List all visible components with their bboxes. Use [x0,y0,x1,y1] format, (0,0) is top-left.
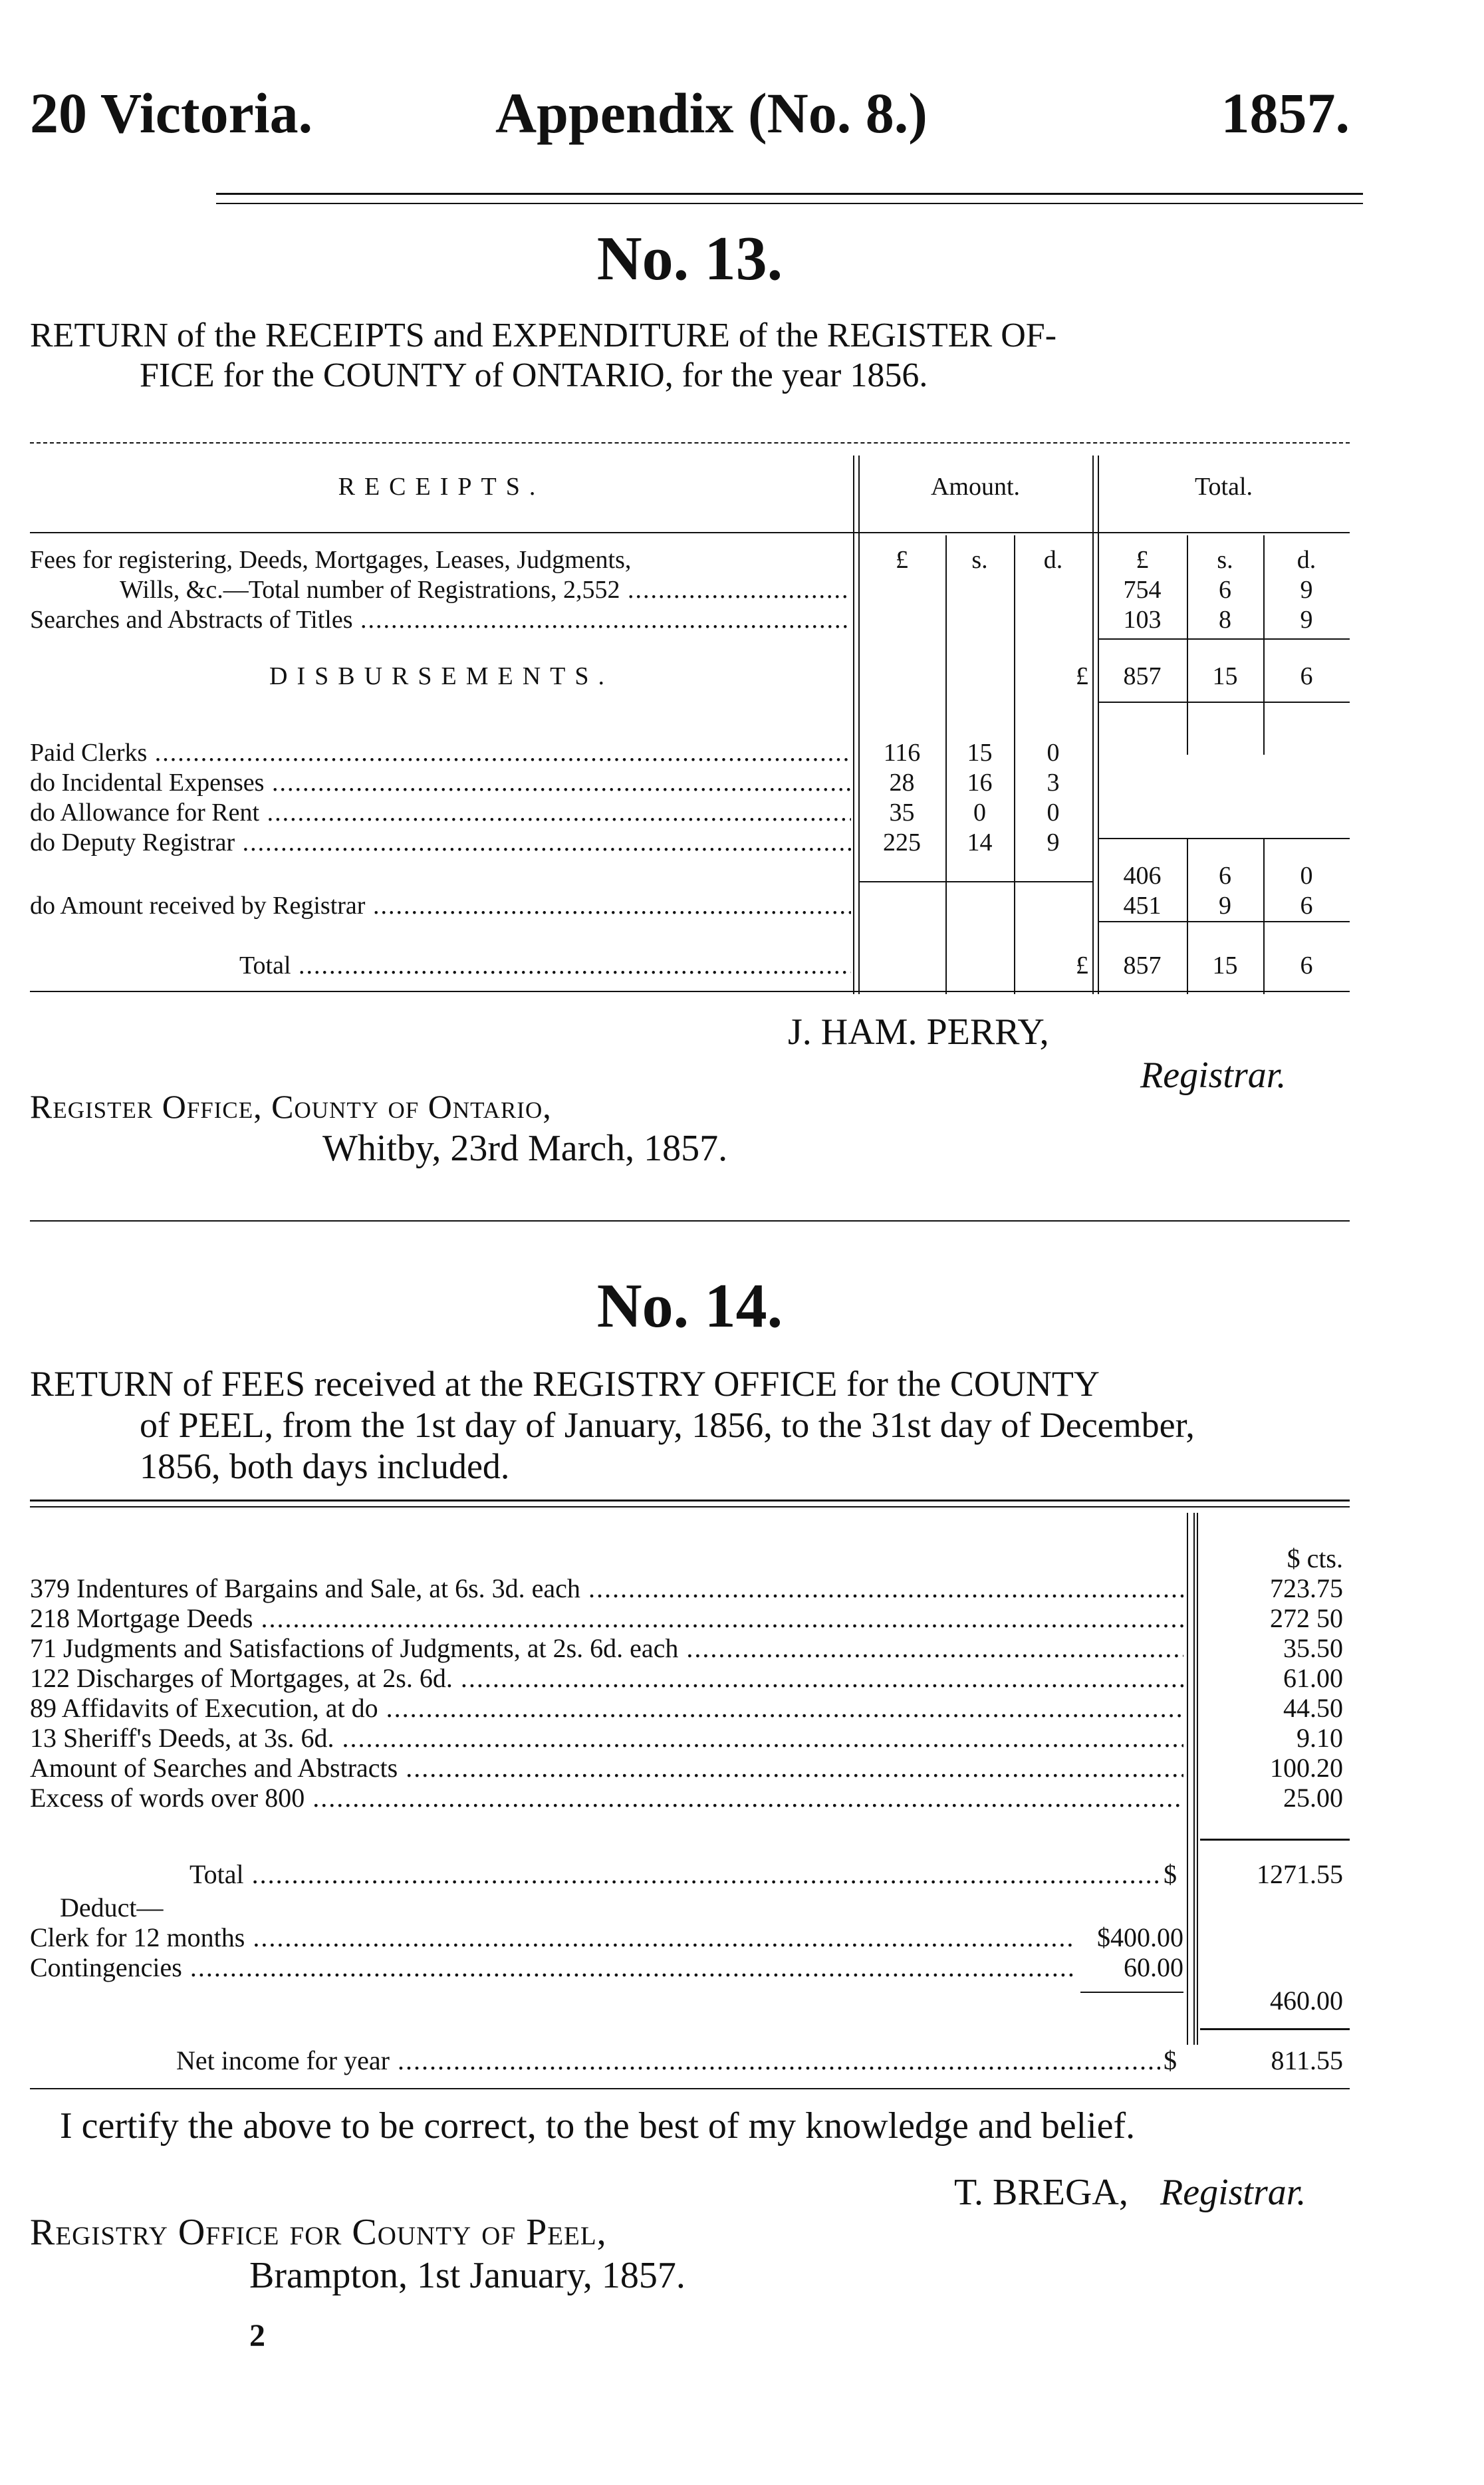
disb-amount-d: 3 [1047,769,1060,797]
fees-total-row: Total ..... [189,1859,1160,1890]
receipts-sum-pounds: 857 [1123,662,1162,690]
col-total-header: Total. [1194,473,1253,501]
fee-value: 44.50 [1283,1693,1343,1723]
receipts-sum-s: 15 [1212,662,1238,690]
receipt-fees-total-s: 6 [1219,576,1231,604]
amount-unit-d: d. [1043,546,1063,574]
header-rule [216,193,1363,195]
disbursements-header: DISBURSEMENTS. [269,662,614,690]
total-unit-d: d. [1297,546,1316,574]
registrar-total-pounds: 451 [1123,892,1162,920]
receipts-table [30,442,1350,994]
section14-description [30,1363,1350,1487]
disb-subtotal-s: 6 [1219,862,1231,890]
deduct-total-value: 460.00 [1270,1986,1343,2016]
receipt-searches: Searches and Abstracts of Titles ..... [30,605,851,634]
fee-row: 89 Affidavits of Execution, at do ..... [30,1692,1183,1724]
disb-subtotal-pounds: 406 [1123,862,1162,890]
grand-total-s: 15 [1212,952,1238,980]
header-right: 1857. [1221,81,1350,145]
net-income-row: Net income for year ..... [176,2045,1160,2076]
disb-amount-d: 0 [1047,799,1060,827]
grand-total-d: 6 [1300,952,1313,980]
section14-description-line1: RETURN of FEES received at the REGISTRY OFFICE for the COUNTY [30,1364,1100,1404]
disb-amount-s: 15 [967,739,993,767]
col-amount-header: Amount. [930,473,1021,501]
fee-row: Amount of Searches and Abstracts ..... [30,1752,1183,1783]
receipt-fees-line2: Wills, &c.—Total number of Registrations, 2,552 ..... [120,575,851,604]
page-header [30,80,1350,153]
disb-subtotal-d: 0 [1300,862,1313,890]
fee-row: 13 Sheriff's Deeds, at 3s. 6d. ..... [30,1722,1183,1754]
receipts-sum-d: 6 [1300,662,1313,690]
page-number: 2 [249,2318,265,2353]
col-receipts-header: RECEIPTS. [338,473,545,501]
section14-signatory: T. BREGA, [954,2172,1128,2213]
disb-amount-d: 9 [1047,829,1060,856]
section13-signatory-title: Registrar. [1140,1055,1287,1096]
header-left: 20 Victoria. [30,81,313,145]
fee-row: 122 Discharges of Mortgages, at 2s. 6d. ..... [30,1662,1183,1694]
disb-amount-s: 0 [973,799,986,827]
fee-row: 71 Judgments and Satisfactions of Judgments, at 2s. 6d. each ..... [30,1633,1183,1664]
certification: I certify the above to be correct, to the best of my knowledge and belief. [60,2105,1136,2147]
section13-title: No. 13. [596,224,783,293]
disb-amount-pounds: 225 [883,829,921,856]
section14-description-line3: 1856, both days included. [140,1446,510,1486]
deduct-value: 60.00 [1124,1952,1183,1982]
registrar-row: do Amount received by Registrar ..... [30,891,851,920]
disb-amount-pounds: 28 [889,769,915,797]
deduct-row: Contingencies ..... [30,1952,1074,1983]
section14-office-line2: Brampton, 1st January, 1857. [249,2255,685,2296]
registrar-total-s: 9 [1219,892,1231,920]
receipt-fees-total-d: 9 [1300,576,1313,604]
receipt-searches-s: 8 [1219,606,1231,634]
section13-signatory: J. HAM. PERRY, [788,1011,1049,1053]
fee-row: Excess of words over 800 ..... [30,1782,1183,1813]
grand-total-pounds: 857 [1123,952,1162,980]
total-pound-unit: £ [1076,952,1088,980]
section13-description [30,316,1350,396]
section14-description-line2: of PEEL, from the 1st day of January, 1856, to the 31st day of December, [140,1405,1195,1445]
deduct-row: Clerk for 12 months ..... [30,1922,1074,1953]
disb-amount-d: 0 [1047,739,1060,767]
receipt-searches-pounds: 103 [1123,606,1162,634]
section13-office-line1: Register Office, County of Ontario, [30,1088,552,1125]
fee-value: 100.20 [1270,1753,1343,1783]
fee-value: 9.10 [1297,1723,1343,1753]
disb-amount-s: 14 [967,829,993,856]
fee-value: 35.50 [1283,1633,1343,1663]
disb-row: do Allowance for Rent ..... [30,798,851,827]
section14-office-line1: Registry Office for County of Peel, [30,2212,607,2253]
section13-office-line2: Whitby, 23rd March, 1857. [322,1128,728,1169]
disbursements-pound-unit: £ [1076,662,1088,690]
fee-row: 218 Mortgage Deeds ..... [30,1603,1183,1634]
disb-amount-s: 16 [967,769,993,797]
disb-row: Paid Clerks ..... [30,738,851,767]
section14-title: No. 14. [596,1271,783,1341]
receipt-fees-total-pounds: 754 [1123,576,1162,604]
deduct-value: $400.00 [1097,1922,1183,1952]
net-income-value: 811.55 [1271,2045,1343,2075]
amount-unit-pound: £ [896,546,908,574]
receipt-fees-line1: Fees for registering, Deeds, Mortgages, Leases, Judgments, [30,546,632,574]
header-rule-2 [216,203,1363,204]
amount-unit-s: s. [971,546,988,574]
disb-row: do Deputy Registrar ..... [30,828,851,857]
section-divider [30,1220,1350,1222]
disb-amount-pounds: 116 [883,739,921,767]
fee-row: 379 Indentures of Bargains and Sale, at 6s. 3d. each ..... [30,1573,1183,1604]
section14-signatory-title: Registrar. [1160,2172,1306,2213]
disb-row: do Incidental Expenses ..... [30,768,851,797]
deduct-label: Deduct— [60,1893,164,1922]
section13-description-line1: RETURN of the RECEIPTS and EXPENDITURE of the REGISTER OF- [30,317,1057,354]
disb-amount-pounds: 35 [889,799,915,827]
fee-value: 272 50 [1270,1603,1343,1633]
total-row: Total ..... [239,951,851,980]
total-unit-pound: £ [1136,546,1149,574]
fee-value: 61.00 [1283,1663,1343,1693]
fee-value: 723.75 [1270,1573,1343,1603]
fee-value: 25.00 [1283,1783,1343,1813]
fees-col-header: $ cts. [1287,1543,1343,1573]
registrar-total-d: 6 [1300,892,1313,920]
net-income-unit: $ [1164,2045,1177,2075]
total-unit-s: s. [1217,546,1233,574]
receipt-searches-d: 9 [1300,606,1313,634]
fees-total-unit: $ [1164,1859,1177,1889]
section13-description-line2: FICE for the COUNTY of ONTARIO, for the year 1856. [140,356,928,394]
header-center: Appendix (No. 8.) [495,81,928,145]
fees-total-value: 1271.55 [1257,1859,1343,1889]
